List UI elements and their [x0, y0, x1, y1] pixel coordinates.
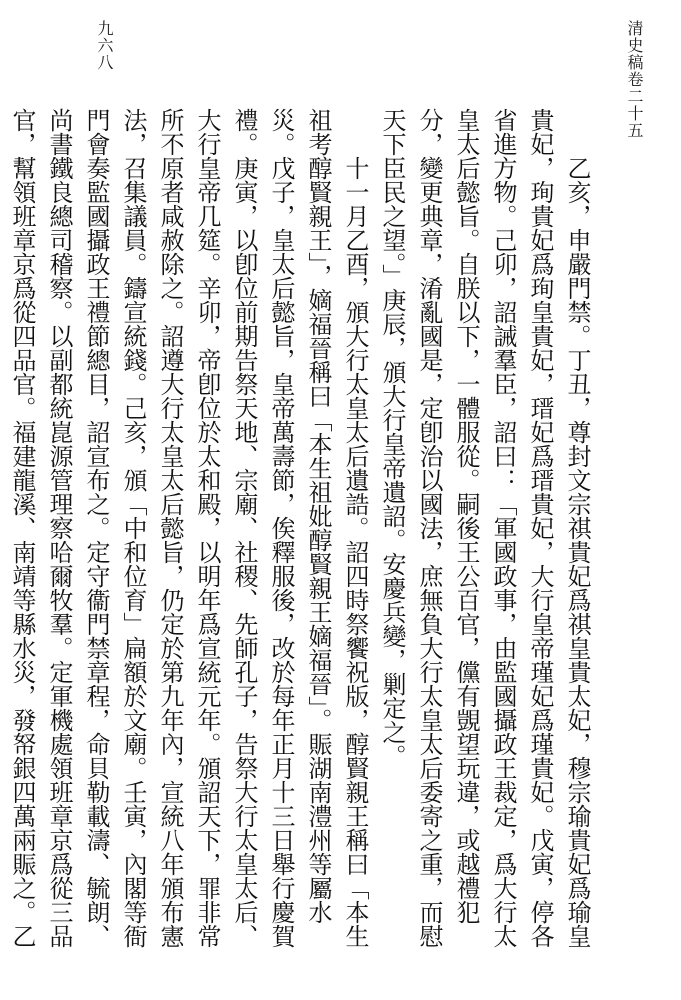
page-body	[8, 108, 595, 968]
page-number: 九六八	[95, 20, 114, 71]
paragraph-2: 十一月乙酉，頒大行太皇太后遺誥。詔四時祭饗祝版，醇賢親王稱曰「本生祖考醇賢親王」，嫡福晉稱曰「本生祖妣醇賢親王嫡福晉」。賑湖南澧州等屬水災。戊子，皇太后懿旨，皇帝萬壽節，俟釋服後，改於每年正月十三日舉行慶賀禮。庚寅，以卽位前期告祭天地、宗廟、社稷、先師孔子，告祭大行太皇太后、大行皇帝几筵。辛卯，帝卽位於太和殿，以明年爲宣統元年。頒詔天下，罪非常所不原者咸赦除之。詔遵大行太皇太后懿旨，仍定於第九年內，宣統八年頒布憲法，召集議員。鑄宣統錢。己亥，頒「中和位育」扁額於文廟。壬寅，內閣等衙門會奏監國攝政王禮節總目，詔宣布之。定守衞門禁章程，命貝勒載濤、毓朗、尚書鐵良總司稽察。以副都統崑源管理察哈爾牧羣。定軍機處領班章京爲從三品官，幫領班章京爲從四品官。福建龍溪、南靖等縣水災，發帑銀四萬兩賑之。乙	[8, 108, 369, 948]
paragraph-1: 乙亥，申嚴門禁。丁丑，尊封文宗祺貴妃爲祺皇貴太妃，穆宗瑜貴妃爲瑜皇貴妃，珣貴妃爲珣皇貴妃，瑨妃爲瑨貴妃，大行皇帝瑾妃爲瑾貴妃。戊寅，停各省進方物。己卯，詔誡羣臣，詔曰：「軍國政事，由監國攝政王裁定，爲大行太皇太后懿旨。自朕以下，一體服從。嗣後王公百官，儻有覬望玩違，或越禮犯分，變更典章，淆亂國是，定卽治以國法，庶無負大行太皇太后委寄之重，而慰天下臣民之望。」庚辰，頒大行皇帝遺詔。安慶兵變，剿定之。	[378, 108, 591, 948]
book-title: 清史稿卷二十五	[625, 20, 644, 139]
